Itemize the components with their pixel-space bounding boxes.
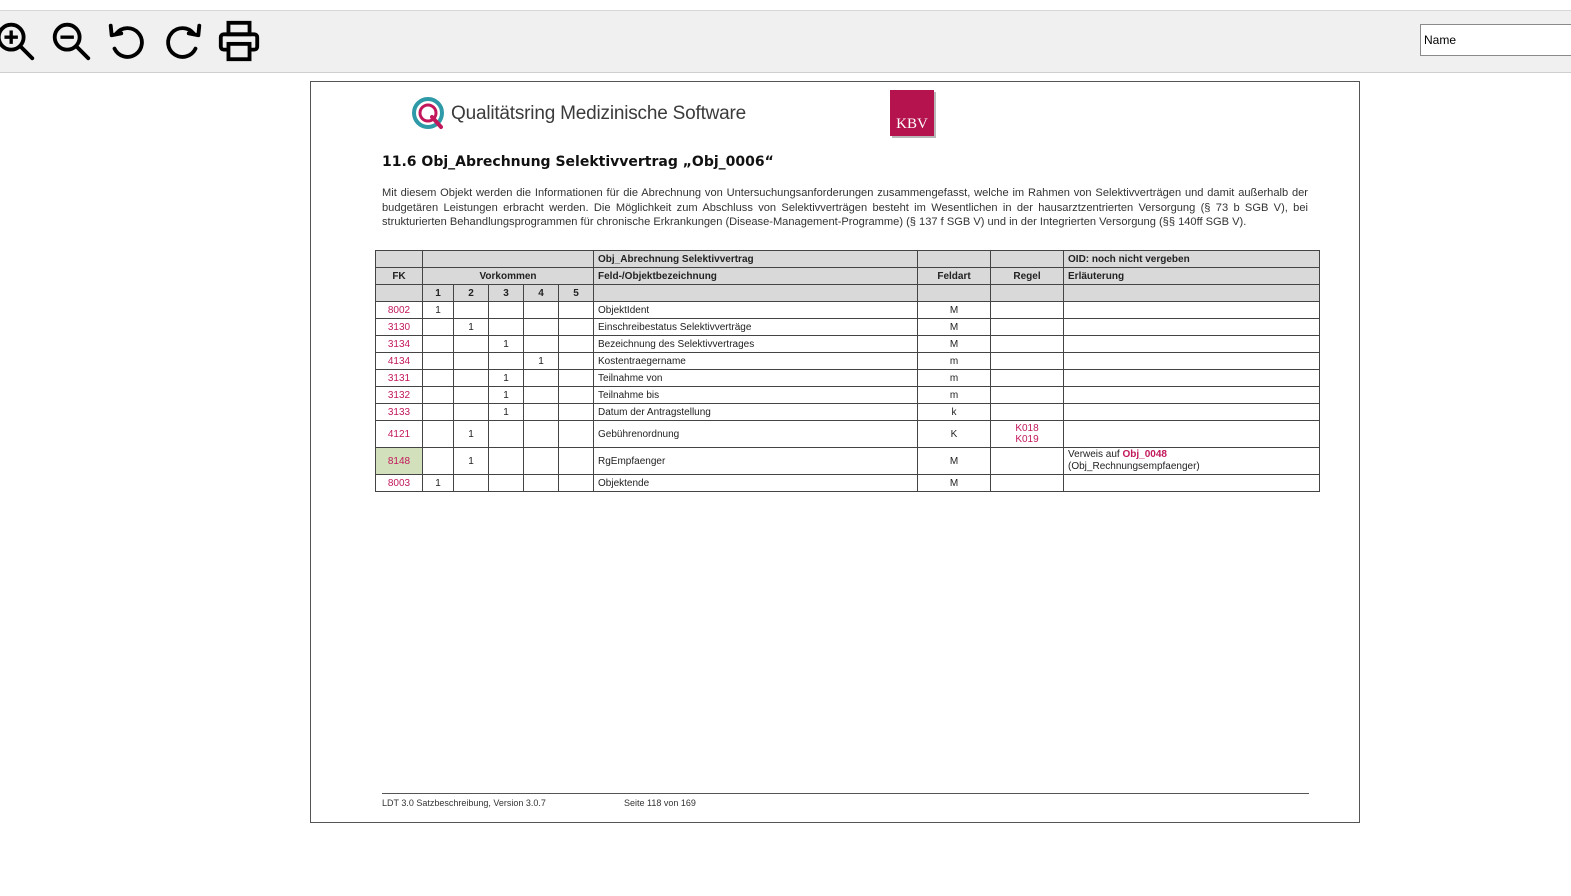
level-cell bbox=[524, 448, 559, 475]
regel-cell bbox=[991, 404, 1064, 421]
table-header-row-columns bbox=[376, 268, 1320, 285]
regel-cell bbox=[991, 448, 1064, 475]
table-row bbox=[376, 404, 1320, 421]
level-header: 5 bbox=[559, 285, 594, 302]
erlaeuterung-cell bbox=[1064, 421, 1320, 448]
field-key-link[interactable]: 8002 bbox=[376, 302, 423, 319]
fk-header: FK bbox=[376, 268, 423, 285]
erlaeuterung-cell bbox=[1064, 404, 1320, 421]
section-title: 11.6 Obj_Abrechnung Selektivvertrag „Obj_0006“ bbox=[382, 154, 774, 170]
qms-logo-icon bbox=[411, 96, 447, 132]
rotate-right-icon bbox=[160, 18, 206, 64]
level-cell bbox=[454, 404, 489, 421]
field-key-link[interactable]: 3130 bbox=[376, 319, 423, 336]
level-cell bbox=[559, 387, 594, 404]
vorkommen-header: Vorkommen bbox=[423, 268, 594, 285]
footer-divider bbox=[382, 793, 1309, 794]
level-cell bbox=[524, 421, 559, 448]
zoom-out-button[interactable] bbox=[46, 16, 96, 66]
viewer-toolbar bbox=[0, 11, 1571, 73]
level-cell bbox=[489, 353, 524, 370]
field-name-cell: Kostentraegername bbox=[594, 353, 918, 370]
field-name-cell: ObjektIdent bbox=[594, 302, 918, 319]
table-row bbox=[376, 319, 1320, 336]
level-header: 4 bbox=[524, 285, 559, 302]
erlaeuterung-cell bbox=[1064, 387, 1320, 404]
level-cell bbox=[559, 353, 594, 370]
qms-brand bbox=[411, 96, 746, 132]
occurrence-cell: 1 bbox=[489, 370, 524, 387]
rule-link[interactable]: K019 bbox=[1015, 434, 1039, 445]
feldart-cell: M bbox=[918, 336, 991, 353]
erlaeuterung-cell bbox=[1064, 302, 1320, 319]
level-cell bbox=[524, 319, 559, 336]
regel-cell bbox=[991, 302, 1064, 319]
occurrence-cell: 1 bbox=[454, 448, 489, 475]
field-key-link[interactable]: 4121 bbox=[376, 421, 423, 448]
regel-cell bbox=[991, 475, 1064, 492]
level-cell bbox=[559, 448, 594, 475]
field-name-cell: Objektende bbox=[594, 475, 918, 492]
field-name-cell: Einschreibestatus Selektivverträge bbox=[594, 319, 918, 336]
level-header: 1 bbox=[423, 285, 454, 302]
erlaeuterung-cell bbox=[1064, 319, 1320, 336]
field-key-link[interactable]: 3133 bbox=[376, 404, 423, 421]
table-row bbox=[376, 336, 1320, 353]
level-cell bbox=[423, 319, 454, 336]
level-cell bbox=[524, 336, 559, 353]
level-header: 2 bbox=[454, 285, 489, 302]
level-cell bbox=[423, 353, 454, 370]
level-cell bbox=[454, 336, 489, 353]
level-cell bbox=[524, 475, 559, 492]
bezeichnung-header: Feld-/Objektbezeichnung bbox=[594, 268, 918, 285]
feldart-cell: M bbox=[918, 475, 991, 492]
occurrence-cell: 1 bbox=[454, 319, 489, 336]
zoom-in-button[interactable] bbox=[0, 16, 40, 66]
occurrence-cell: 1 bbox=[524, 353, 559, 370]
erlaeuterung-cell bbox=[1064, 370, 1320, 387]
rotate-left-icon bbox=[104, 18, 150, 64]
level-cell bbox=[454, 353, 489, 370]
zoom-in-icon bbox=[0, 18, 38, 64]
printer-icon bbox=[216, 18, 262, 64]
reference-object-name: (Obj_Rechnungsempfaenger) bbox=[1068, 461, 1200, 472]
erlaeuterung-cell bbox=[1064, 353, 1320, 370]
feldart-cell: M bbox=[918, 319, 991, 336]
level-cell bbox=[559, 475, 594, 492]
occurrence-cell: 1 bbox=[423, 475, 454, 492]
table-row bbox=[376, 353, 1320, 370]
feldart-cell: m bbox=[918, 370, 991, 387]
occurrence-cell: 1 bbox=[454, 421, 489, 448]
footer-version: LDT 3.0 Satzbeschreibung, Version 3.0.7 bbox=[382, 798, 546, 808]
field-name-cell: Gebührenordnung bbox=[594, 421, 918, 448]
regel-cell bbox=[991, 336, 1064, 353]
occurrence-cell: 1 bbox=[489, 336, 524, 353]
level-cell bbox=[559, 370, 594, 387]
window-top-strip bbox=[0, 0, 1571, 11]
feldart-cell: M bbox=[918, 302, 991, 319]
document-page bbox=[310, 81, 1360, 823]
rule-link[interactable]: K018 bbox=[1015, 423, 1039, 434]
regel-cell bbox=[991, 370, 1064, 387]
table-row bbox=[376, 302, 1320, 319]
occurrence-cell: 1 bbox=[489, 387, 524, 404]
field-key-link[interactable]: 8003 bbox=[376, 475, 423, 492]
level-cell bbox=[559, 336, 594, 353]
field-key-link[interactable]: 3132 bbox=[376, 387, 423, 404]
rotate-left-button[interactable] bbox=[102, 16, 152, 66]
feldart-cell: M bbox=[918, 448, 991, 475]
level-cell bbox=[524, 404, 559, 421]
level-cell bbox=[423, 448, 454, 475]
print-button[interactable] bbox=[214, 16, 264, 66]
regel-cell bbox=[991, 421, 1064, 448]
table-row bbox=[376, 370, 1320, 387]
reference-prefix: Verweis auf bbox=[1068, 449, 1123, 460]
level-cell bbox=[559, 302, 594, 319]
object-name-header: Obj_Abrechnung Selektivvertrag bbox=[594, 251, 918, 268]
erlaeuterung-cell bbox=[1064, 475, 1320, 492]
table-row bbox=[376, 475, 1320, 492]
feldart-header: Feldart bbox=[918, 268, 991, 285]
name-field[interactable] bbox=[1420, 24, 1571, 56]
field-name-cell: RgEmpfaenger bbox=[594, 448, 918, 475]
regel-cell bbox=[991, 387, 1064, 404]
table-header-row-object bbox=[376, 251, 1320, 268]
field-name-cell: Teilnahme bis bbox=[594, 387, 918, 404]
level-cell bbox=[423, 336, 454, 353]
level-cell bbox=[423, 370, 454, 387]
level-cell bbox=[489, 421, 524, 448]
footer-page-number: Seite 118 von 169 bbox=[624, 798, 696, 808]
zoom-out-icon bbox=[48, 18, 94, 64]
field-key-link[interactable]: 3131 bbox=[376, 370, 423, 387]
level-cell bbox=[454, 387, 489, 404]
field-key-link[interactable]: 8148 bbox=[376, 448, 423, 475]
level-cell bbox=[524, 387, 559, 404]
table-row bbox=[376, 421, 1320, 448]
erlaeuterung-cell bbox=[1064, 336, 1320, 353]
level-cell bbox=[524, 302, 559, 319]
rotate-right-button[interactable] bbox=[158, 16, 208, 66]
table-row bbox=[376, 387, 1320, 404]
feldart-cell: k bbox=[918, 404, 991, 421]
level-cell bbox=[454, 370, 489, 387]
regel-header: Regel bbox=[991, 268, 1064, 285]
field-name-cell: Bezeichnung des Selektivvertrages bbox=[594, 336, 918, 353]
field-key-link[interactable]: 4134 bbox=[376, 353, 423, 370]
field-name-cell: Datum der Antragstellung bbox=[594, 404, 918, 421]
level-cell bbox=[454, 302, 489, 319]
level-cell bbox=[423, 421, 454, 448]
level-cell bbox=[489, 319, 524, 336]
object-reference-link[interactable]: Obj_0048 bbox=[1122, 449, 1167, 460]
level-cell bbox=[559, 404, 594, 421]
feldart-cell: K bbox=[918, 421, 991, 448]
table-header-row-levels bbox=[376, 285, 1320, 302]
erlaeuterung-header: Erläuterung bbox=[1064, 268, 1320, 285]
level-cell bbox=[489, 302, 524, 319]
level-header: 3 bbox=[489, 285, 524, 302]
level-cell bbox=[489, 448, 524, 475]
oid-header: OID: noch nicht vergeben bbox=[1064, 251, 1320, 268]
level-cell bbox=[524, 370, 559, 387]
regel-cell bbox=[991, 353, 1064, 370]
regel-cell bbox=[991, 319, 1064, 336]
occurrence-cell: 1 bbox=[423, 302, 454, 319]
section-description: Mit diesem Objekt werden die Informationen für die Abrechnung von Untersuchungsanforderungen zusammengefasst, welche im Rahmen von Selektivverträgen und damit außerhalb der budgetären Leistungen erbracht werden. Die Möglichkeit zum Abschluss von Selektivverträgen besteht im Wesentlichen in der hausarztzentrierten Versorgung (§ 73 b SGB V), bei strukturierten Behandlungsprogrammen für chronische Erkrankungen (Disease-Management-Programme) (§ 137 f SGB V) und in der Integrierten Versorgung (§§ 140ff SGB V). bbox=[382, 187, 1308, 228]
field-key-link[interactable]: 3134 bbox=[376, 336, 423, 353]
kbv-logo: KBV bbox=[890, 90, 934, 136]
level-cell bbox=[423, 387, 454, 404]
level-cell bbox=[559, 319, 594, 336]
level-cell bbox=[423, 404, 454, 421]
table-row bbox=[376, 448, 1320, 475]
object-table bbox=[375, 250, 1320, 492]
level-cell bbox=[489, 475, 524, 492]
occurrence-cell: 1 bbox=[489, 404, 524, 421]
field-name-cell: Teilnahme von bbox=[594, 370, 918, 387]
feldart-cell: m bbox=[918, 353, 991, 370]
brand-name: Qualitätsring Medizinische Software bbox=[451, 103, 747, 124]
erlaeuterung-cell bbox=[1064, 448, 1320, 475]
level-cell bbox=[559, 421, 594, 448]
feldart-cell: m bbox=[918, 387, 991, 404]
level-cell bbox=[454, 475, 489, 492]
